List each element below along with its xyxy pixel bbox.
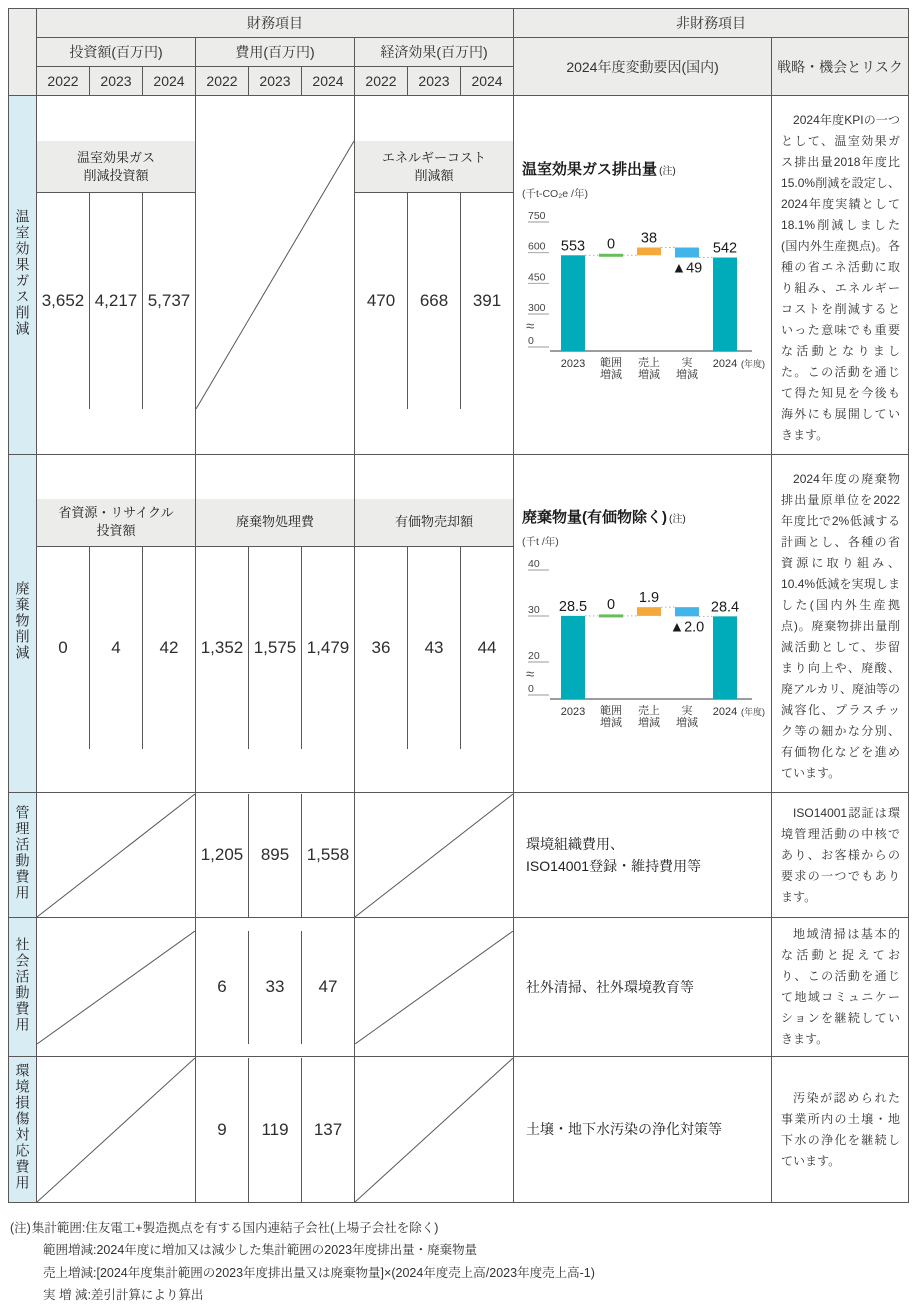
diagonal-line: [196, 141, 354, 409]
value-cell: 1,558: [301, 794, 354, 917]
value-cell: 119: [248, 1058, 301, 1202]
management-cost-cell: [196, 793, 355, 918]
svg-text:増減: 増減: [638, 717, 661, 729]
svg-text:範囲: 範囲: [600, 705, 623, 717]
year-header: 2022: [355, 67, 408, 96]
not-applicable-cell: [196, 96, 355, 455]
sub-header: エネルギーコスト 削減額: [355, 141, 513, 193]
diagonal-line: [37, 794, 195, 917]
svg-text:≈: ≈: [526, 317, 535, 335]
svg-text:30: 30: [528, 604, 540, 616]
diagonal-line: [355, 931, 513, 1044]
svg-text:範囲: 範囲: [600, 356, 623, 369]
waterfall-chart-plot: [522, 201, 768, 397]
row-label: 環境損傷対応費用: [9, 1057, 37, 1203]
not-applicable-cell: [355, 1057, 514, 1203]
corner-cell: [9, 9, 37, 96]
svg-text:0: 0: [607, 596, 616, 613]
social-strategy-cell: 地域清掃は基本的な活動と捉えており、この活動を通じて地域コミュニケーションを継続していきます。: [772, 918, 909, 1057]
value-cell: 895: [248, 794, 301, 917]
chart-unit-label: (千t /年): [522, 536, 559, 548]
year-header: 2023: [90, 67, 143, 96]
sub-header: 廃棄物処理費: [196, 499, 354, 547]
svg-text:実: 実: [681, 705, 693, 717]
svg-text:増減: 増減: [600, 368, 623, 381]
svg-text:40: 40: [528, 558, 540, 570]
value-cell: 1,205: [200, 845, 244, 864]
not-applicable-cell: [37, 1057, 196, 1203]
ghg-factor-cell: [514, 96, 772, 455]
value-cell: 668: [407, 193, 460, 409]
value-cell: 470: [366, 291, 396, 310]
table-row-management: [9, 793, 909, 918]
value-cell: 1,575: [248, 547, 301, 749]
svg-text:2024: 2024: [712, 357, 738, 370]
year-header: 2022: [37, 67, 90, 96]
not-applicable-cell: [355, 793, 514, 918]
svg-text:0: 0: [607, 235, 616, 252]
management-factor-cell: 環境組織費用、 ISO14001登録・維持費用等: [514, 793, 772, 918]
footnote-line: 売上増減:[2024年度集計範囲の2023年度排出量又は廃棄物量]×(2024年度売上高/2023年度売上高-1): [43, 1265, 595, 1280]
value-cell: 3,652: [41, 291, 85, 310]
svg-text:増減: 増減: [676, 717, 699, 729]
svg-text:▲49: ▲49: [671, 260, 703, 277]
row-label: 管理活動費用: [9, 793, 37, 918]
table-row-damage: [9, 1057, 909, 1203]
footnote-line: (注)集計範囲:住友電工+製造拠点を有する国内連結子会社(上場子会社を除く): [10, 1221, 439, 1235]
value-cell: 391: [460, 193, 513, 409]
svg-text:600: 600: [528, 240, 546, 253]
sub-header: 有価物売却額: [355, 499, 513, 547]
year-header: 2022: [196, 67, 249, 96]
svg-text:28.4: 28.4: [710, 599, 740, 616]
year-header: 2024: [143, 67, 196, 96]
row-label: 温室効果ガス削減: [9, 96, 37, 455]
ghg-investment-cell: [37, 96, 196, 455]
waste-strategy-cell: 2024年度の廃棄物排出量原単位を2022年度比で2%低減する計画とし、各種の省資源に取り組み、10.4%低減を実現しました(国内外生産拠点)。廃棄物排出量削減活動として、歩留まり向上や、廃酸、廃アルカリ、廃油等の減容化、プラスチック等の細かな分別、有価物化などを進めています。: [772, 455, 909, 793]
svg-text:増減: 増減: [600, 717, 623, 729]
diagonal-line: [37, 1058, 195, 1202]
table-row-waste: [9, 455, 909, 793]
svg-text:≈: ≈: [526, 666, 535, 683]
non-financial-items-header: 非財務項目: [514, 9, 909, 38]
footnote-line: 実 増 減:差引計算により算出: [43, 1287, 204, 1302]
svg-text:増減: 増減: [676, 368, 699, 381]
value-cell: 4,217: [89, 193, 142, 409]
management-strategy-cell: ISO14001認証は環境管理活動の中核であり、お客様からの要求の一つでもあります。: [772, 793, 909, 918]
factor-header: 2024年度変動要因(国内): [514, 38, 772, 96]
waterfall-chart-plot: [522, 549, 768, 745]
footnote-line: 範囲増減:2024年度に増加又は減少した集計範囲の2023年度排出量・廃棄物量: [43, 1243, 478, 1258]
waste-cost-cell: [196, 455, 355, 793]
ghg-strategy-cell: 2024年度KPIの一つとして、温室効果ガス排出量2018年度比15.0%削減を設定し、2024年度実績として18.1%削減しました(国内外生産拠点)。各種の省エネ活動に取り組み、エネルギーコストを削減するといった意味でも重要な活動となりました。この活動を通じて得た知見を今後も海外にも展開していきます。: [772, 96, 909, 455]
table-row-ghg: [9, 96, 909, 455]
svg-text:売上: 売上: [638, 356, 661, 369]
value-cell: 43: [407, 547, 460, 749]
svg-text:2024: 2024: [712, 706, 738, 718]
svg-text:(年度): (年度): [741, 707, 766, 717]
svg-text:0: 0: [528, 683, 534, 695]
value-cell: 47: [301, 931, 354, 1044]
not-applicable-cell: [37, 918, 196, 1057]
svg-text:300: 300: [528, 301, 546, 314]
value-cell: 4: [89, 547, 142, 749]
svg-text:750: 750: [528, 209, 546, 222]
svg-text:542: 542: [712, 240, 738, 257]
svg-text:実: 実: [681, 356, 693, 369]
diagonal-line: [355, 794, 513, 917]
waste-investment-cell: [37, 455, 196, 793]
damage-factor-cell: 土壌・地下水汚染の浄化対策等: [514, 1057, 772, 1203]
not-applicable-cell: [37, 793, 196, 918]
svg-text:1.9: 1.9: [638, 590, 660, 607]
value-cell: 0: [58, 637, 68, 657]
svg-text:20: 20: [528, 650, 540, 662]
value-cell: 6: [217, 977, 227, 996]
strategy-header: 戦略・機会とリスク: [772, 38, 909, 96]
waste-effect-cell: [355, 455, 514, 793]
svg-text:2023: 2023: [560, 357, 586, 370]
sub-header: 温室効果ガス 削減投資額: [37, 141, 195, 193]
damage-strategy-cell: 汚染が認められた事業所内の土壌・地下水の浄化を継続しています。: [772, 1057, 909, 1203]
environmental-accounting-table: [8, 8, 909, 1203]
value-cell: 33: [248, 931, 301, 1044]
row-label: 社会活動費用: [9, 918, 37, 1057]
svg-text:2023: 2023: [560, 706, 586, 718]
svg-text:売上: 売上: [638, 705, 661, 717]
ghg-emissions-chart: [514, 149, 771, 402]
diagonal-line: [37, 931, 195, 1044]
svg-text:38: 38: [640, 230, 658, 247]
svg-text:0: 0: [528, 334, 534, 347]
svg-text:450: 450: [528, 270, 546, 283]
ghg-effect-cell: [355, 96, 514, 455]
effect-group-header: 経済効果(百万円): [355, 38, 514, 67]
social-factor-cell: 社外清掃、社外環境教育等: [514, 918, 772, 1057]
table-row-social: [9, 918, 909, 1057]
year-header: 2023: [249, 67, 302, 96]
financial-items-header: 財務項目: [37, 9, 514, 38]
damage-cost-cell: [196, 1057, 355, 1203]
svg-text:増減: 増減: [638, 368, 661, 381]
row-label: 廃棄物削減: [9, 455, 37, 793]
value-cell: 9: [217, 1119, 227, 1139]
social-cost-cell: [196, 918, 355, 1057]
chart-title: 温室効果ガス排出量 (注): [522, 160, 676, 178]
value-cell: 44: [460, 547, 513, 749]
cost-group-header: 費用(百万円): [196, 38, 355, 67]
value-cell: 42: [142, 547, 195, 749]
year-header: 2024: [461, 67, 514, 96]
diagonal-line: [355, 1058, 513, 1202]
value-cell: 36: [371, 637, 391, 657]
year-header: 2023: [408, 67, 461, 96]
svg-text:28.5: 28.5: [558, 598, 588, 615]
svg-text:553: 553: [560, 237, 586, 254]
investment-group-header: 投資額(百万円): [37, 38, 196, 67]
value-cell: 1,352: [200, 637, 244, 657]
svg-text:(年度): (年度): [741, 358, 766, 369]
chart-unit-label: (千t-CO₂e /年): [522, 187, 588, 200]
sub-header: 省資源・リサイクル 投資額: [37, 499, 195, 547]
value-cell: 5,737: [142, 193, 195, 409]
waste-volume-chart: [514, 497, 771, 750]
year-header: 2024: [302, 67, 355, 96]
not-applicable-cell: [355, 918, 514, 1057]
waste-factor-cell: [514, 455, 772, 793]
footnotes: [10, 1217, 908, 1306]
chart-title: 廃棄物量(有価物除く) (注): [522, 509, 686, 526]
value-cell: 137: [301, 1058, 354, 1202]
value-cell: 1,479: [301, 547, 354, 749]
svg-text:▲2.0: ▲2.0: [669, 619, 705, 636]
